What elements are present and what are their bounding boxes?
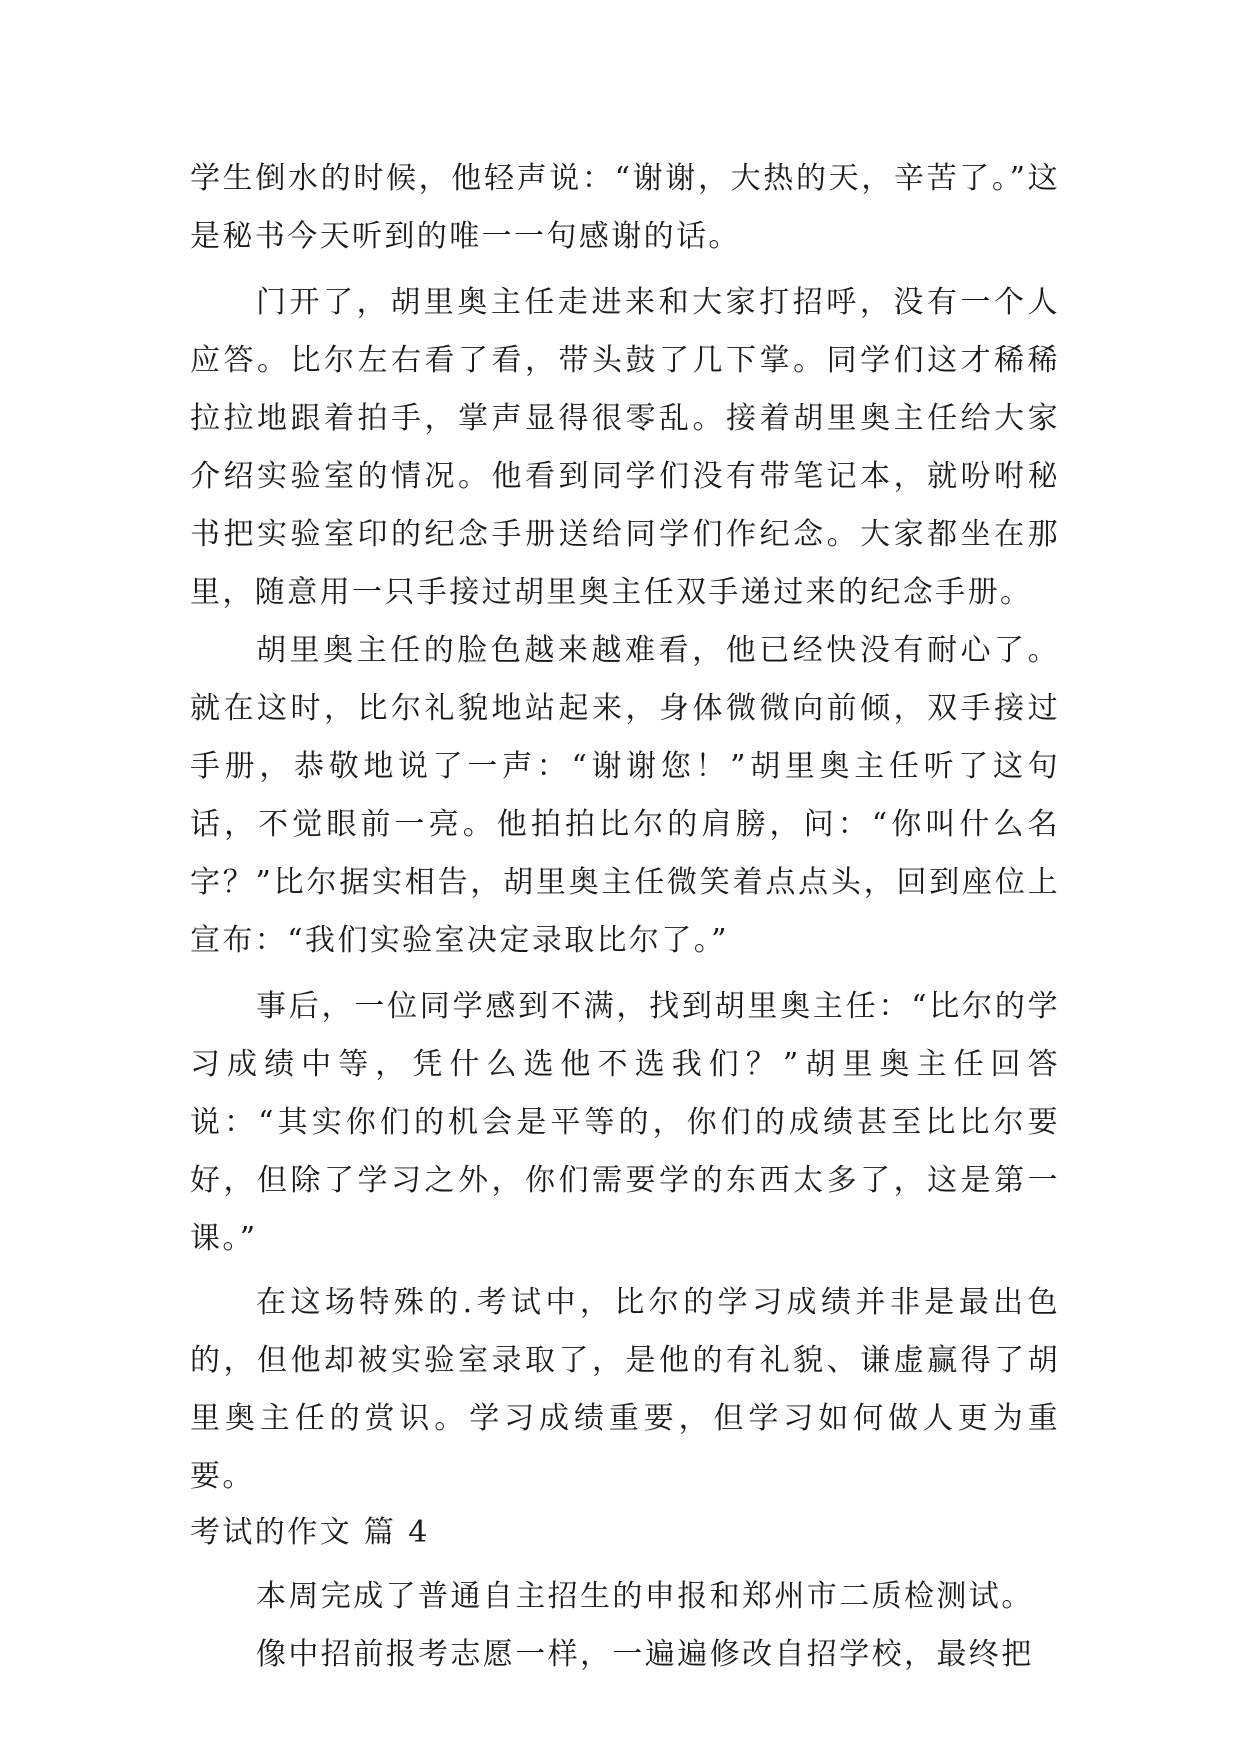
paragraph: 像中招前报考志愿一样，一遍遍修改自招学校，最终把 — [256, 1637, 1034, 1672]
document-page — [190, 150, 1060, 1684]
paragraph: 门开了，胡里奥主任走进来和大家打招呼，没有一个人应答。比尔左右看了看，带头鼓了几下掌。同学们这才稀稀拉拉地跟着拍手，掌声显得很零乱。接着胡里奥主任给大家介绍实验室的情况。他看到同学们没有带笔记本，就吩咐秘书把实验室印的纪念手册送给同学们作纪念。大家都坐在那里，随意用一只手接过胡里奥主任双手递过来的纪念手册。 — [190, 285, 1060, 610]
paragraph: 胡里奥主任的脸色越来越难看，他已经快没有耐心了。就在这时，比尔礼貌地站起来，身体微微向前倾，双手接过手册，恭敬地说了一声：“谢谢您！”胡里奥主任听了这句话，不觉眼前一亮。他拍拍比尔的肩膀，问：“你叫什么名字？”比尔据实相告，胡里奥主任微笑着点点头，回到座位上宣布：“我们实验室决定录取比尔了。” — [190, 633, 1060, 958]
section-heading: 考试的作文 篇 4 — [190, 1515, 430, 1550]
paragraph: 在这场特殊的.考试中，比尔的学习成绩并非是最出色的，但他却被实验室录取了，是他的有礼貌、谦虚赢得了胡里奥主任的赏识。学习成绩重要，但学习如何做人更为重要。 — [190, 1285, 1060, 1494]
paragraph: 本周完成了普通自主招生的申报和郑州市二质检测试。 — [256, 1579, 1034, 1614]
paragraph: 事后，一位同学感到不满，找到胡里奥主任：“比尔的学习成绩中等，凭什么选他不选我们？”胡里奥主任回答说：“其实你们的机会是平等的，你们的成绩甚至比比尔要好，但除了学习之外，你们需要学的东西太多了，这是第一课。” — [190, 989, 1060, 1256]
paragraph-continuation: 学生倒水的时候，他轻声说：“谢谢，大热的天，辛苦了。”这是秘书今天听到的唯一一句感谢的话。 — [190, 161, 1060, 254]
